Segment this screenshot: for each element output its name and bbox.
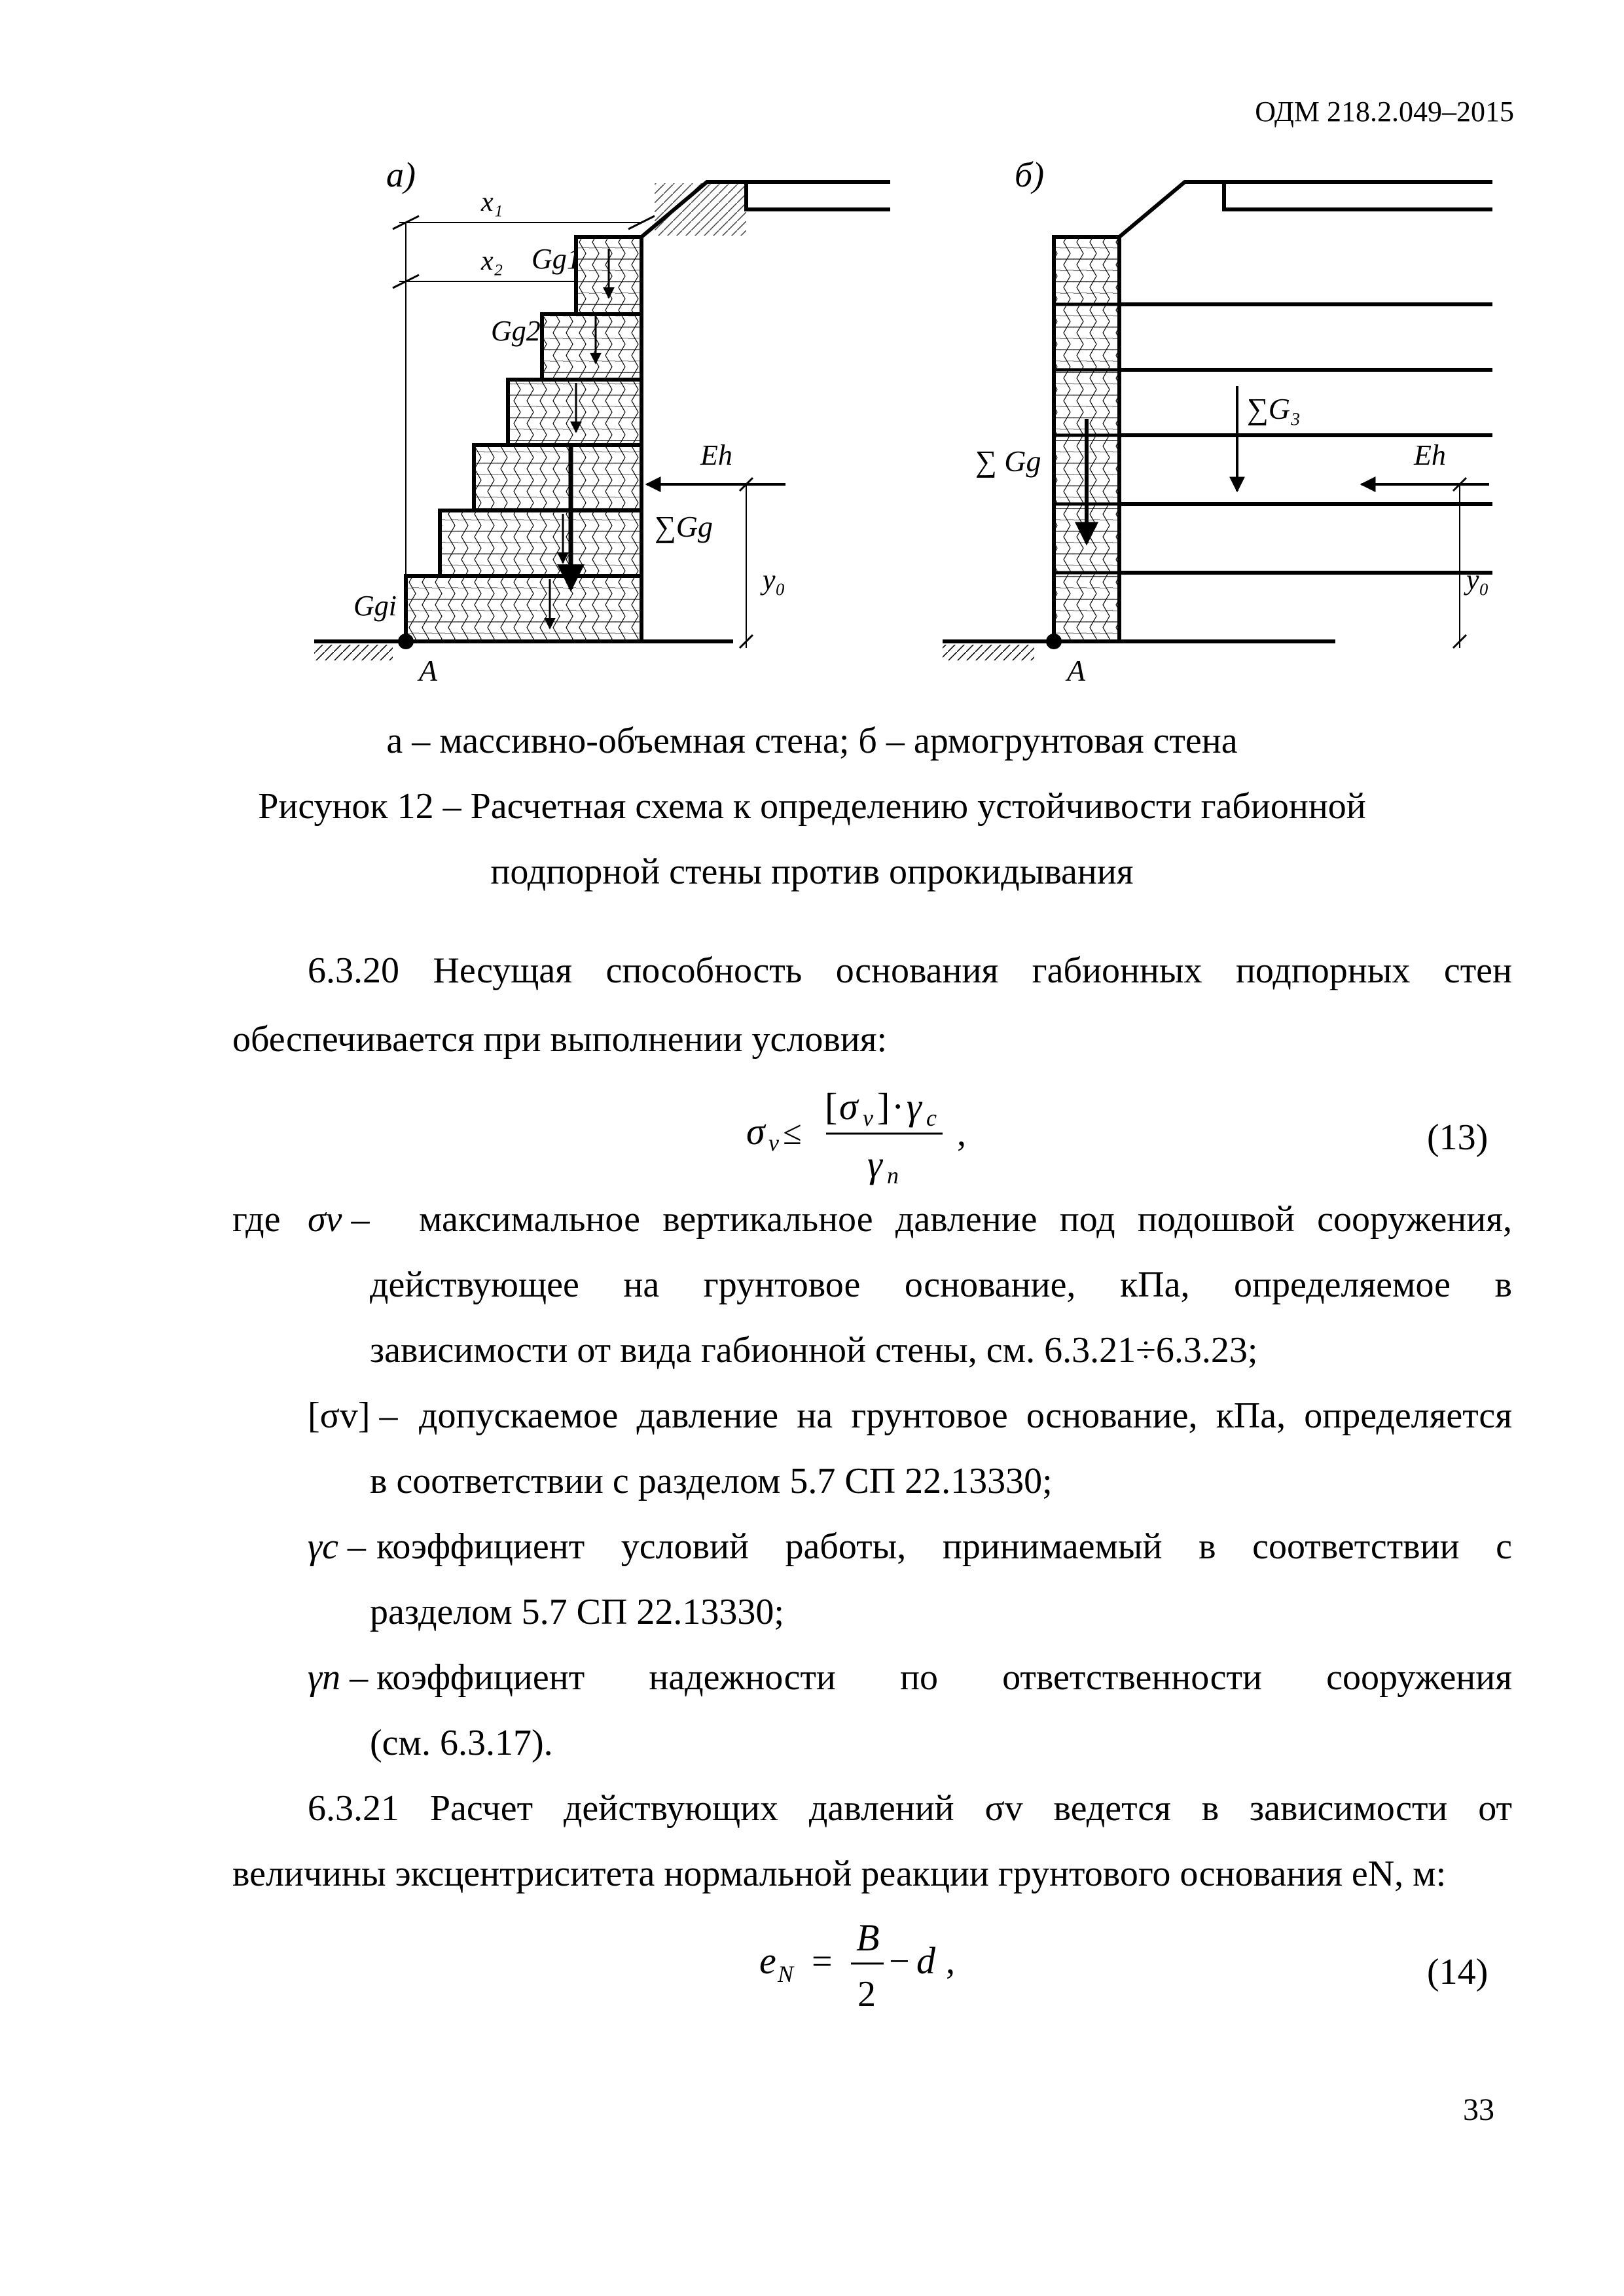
sum-g3-label: ∑G₃ — [1247, 392, 1301, 425]
def-gamma-n-symbol: γn – — [308, 1657, 369, 1698]
formula-14 — [759, 1911, 995, 2022]
sum-gg-label-a: ∑Gg — [655, 510, 713, 543]
def-sigma-v-allowed-line2: в соответствии с разделом 5.7 СП 22.13330; — [370, 1461, 1053, 1501]
panel-b — [943, 157, 1492, 687]
gabion-steps-a — [406, 237, 641, 641]
formula-13 — [746, 1073, 1021, 1191]
def-gamma-c-line1: коэффициент условий работы, принимаемый в соответствии с — [376, 1526, 1512, 1567]
svg-text:n: n — [887, 1162, 899, 1189]
x1-label: x₁ — [481, 187, 503, 217]
def-gamma-c-line2: разделом 5.7 СП 22.13330; — [370, 1592, 784, 1632]
x2-label: x₂ — [481, 246, 503, 276]
def-gamma-c-symbol: γc – — [308, 1526, 366, 1567]
ggi-label: Ggi — [353, 590, 397, 622]
def-gamma-n-line1: коэффициент надежности по ответственности сооружения — [376, 1657, 1512, 1698]
svg-text:γ: γ — [867, 1143, 882, 1185]
reinforcement-strips — [1119, 304, 1492, 573]
svg-text:e: e — [759, 1939, 776, 1982]
def-sigma-v-allowed-symbol: [σv] – — [308, 1395, 398, 1436]
sum-gg-label-b: ∑ Gg — [975, 444, 1041, 478]
svg-text:2: 2 — [857, 1974, 876, 2015]
svg-text:γ: γ — [907, 1085, 922, 1128]
document-code: ОДМ 218.2.049–2015 — [1255, 96, 1514, 128]
panel-a-mark: а) — [386, 157, 416, 194]
svg-text:,: , — [946, 1941, 955, 1982]
svg-text:B: B — [856, 1916, 880, 1959]
figure-subcaption: а – массивно-объемная стена; б – армогрунтовая стена — [386, 721, 1238, 761]
svg-text:[: [ — [825, 1085, 838, 1128]
def-sigma-v-allowed-line1: допускаемое давление на грунтовое основание, кПа, определяется — [419, 1395, 1512, 1436]
svg-text:σ: σ — [839, 1085, 858, 1128]
svg-text:v: v — [863, 1105, 873, 1131]
section-6-3-21-line1: 6.3.21 Расчет действующих давлений σv ведется в зависимости от — [308, 1788, 1512, 1829]
svg-text:d: d — [916, 1939, 935, 1982]
figure-12-diagram — [288, 157, 1519, 700]
figure-caption-line2: подпорной стены против опрокидывания — [490, 852, 1134, 892]
gg2-label: Gg2 — [491, 315, 541, 347]
def-gamma-n-line2: (см. 6.3.17). — [370, 1723, 553, 1763]
section-6-3-20-line1: 6.3.20 Несущая способность основания габионных подпорных стен — [308, 950, 1512, 991]
svg-text:v: v — [768, 1130, 779, 1156]
svg-text:σ: σ — [746, 1110, 765, 1153]
point-a-label-a: A — [419, 654, 438, 687]
y0-label-b: y₀ — [1466, 564, 1489, 596]
svg-text:c: c — [926, 1105, 937, 1131]
gg1-label: Gg1 — [532, 243, 581, 275]
svg-text:−: − — [889, 1941, 910, 1982]
eh-label-a: Eh — [700, 439, 732, 471]
point-a-marker-b — [1046, 634, 1062, 649]
page-number: 33 — [1463, 2092, 1494, 2127]
formula-14-number: (14) — [1427, 1952, 1489, 1992]
svg-text:·: · — [892, 1085, 905, 1128]
figure-caption-line1: Рисунок 12 – Расчетная схема к определению устойчивости габионной — [258, 786, 1366, 827]
svg-text:N: N — [778, 1961, 794, 1987]
point-a-marker — [398, 634, 414, 649]
def-sigma-v-line2: действующее на грунтовое основание, кПа, определяемое в — [370, 1265, 1512, 1305]
panel-a — [314, 157, 890, 687]
def-sigma-v-symbol: σv – — [308, 1199, 370, 1240]
svg-text:,: , — [957, 1113, 966, 1154]
panel-b-mark: б) — [1015, 157, 1045, 194]
formula-13-number: (13) — [1427, 1117, 1489, 1158]
svg-text:≤: ≤ — [783, 1115, 802, 1152]
section-6-3-20-line2: обеспечивается при выполнении условия: — [232, 1019, 888, 1060]
point-a-label-b: A — [1067, 654, 1086, 687]
eh-label-b: Eh — [1414, 439, 1446, 471]
svg-text:]: ] — [877, 1085, 890, 1128]
section-6-3-21-line2: величины эксцентриситета нормальной реакции грунтового основания eN, м: — [232, 1854, 1447, 1894]
def-sigma-v-line3: зависимости от вида габионной стены, см. 6.3.21÷6.3.23; — [370, 1330, 1258, 1371]
where-word: где — [232, 1199, 281, 1240]
def-sigma-v-line1: максимальное вертикальное давление под подошвой сооружения, — [419, 1199, 1512, 1240]
y0-label-a: y₀ — [763, 564, 785, 596]
svg-text:=: = — [812, 1941, 833, 1982]
